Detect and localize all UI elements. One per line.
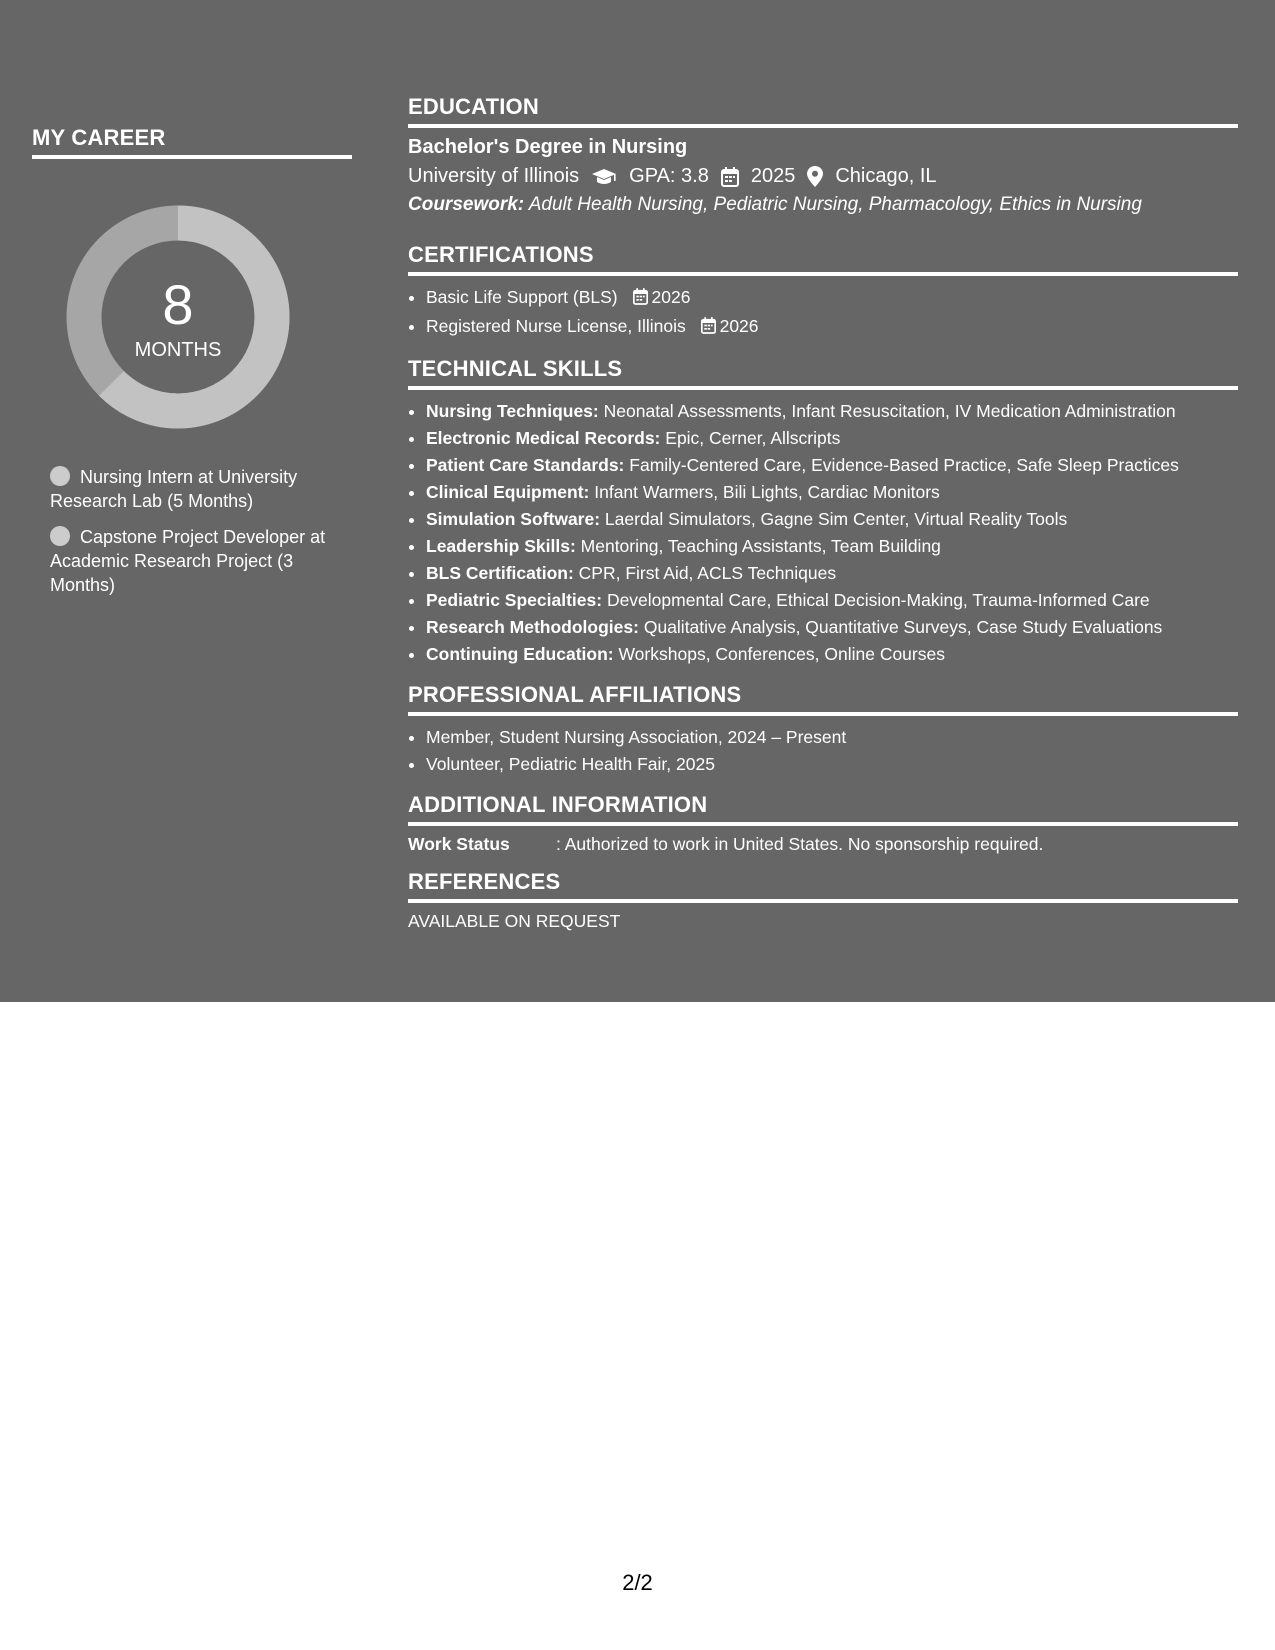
skill-value: Workshops, Conferences, Online Courses bbox=[618, 644, 945, 664]
legend-dot-icon bbox=[50, 526, 70, 546]
career-donut-chart bbox=[66, 205, 290, 429]
coursework-label: Coursework: bbox=[408, 194, 525, 215]
page-number: 2/2 bbox=[622, 1570, 653, 1595]
certification-year: 2026 bbox=[651, 287, 691, 307]
university-name: University of Illinois bbox=[408, 165, 580, 187]
legend-dot-icon bbox=[50, 466, 70, 486]
career-title: MY CAREER bbox=[32, 125, 352, 159]
education-section bbox=[408, 94, 1238, 216]
skill-item bbox=[426, 452, 1238, 479]
references-title: REFERENCES bbox=[408, 869, 1238, 903]
education-meta bbox=[408, 165, 1238, 188]
skill-label: Nursing Techniques: bbox=[426, 401, 599, 421]
skill-label: BLS Certification: bbox=[426, 563, 574, 583]
career-item bbox=[50, 525, 340, 597]
skill-label: Electronic Medical Records: bbox=[426, 428, 661, 448]
certification-item bbox=[426, 284, 1238, 313]
work-status-value: : Authorized to work in United States. No sponsorship required. bbox=[556, 834, 1044, 854]
additional-info-title: ADDITIONAL INFORMATION bbox=[408, 792, 1238, 826]
certifications-list bbox=[408, 284, 1238, 342]
location: Chicago, IL bbox=[835, 165, 937, 187]
skills-section bbox=[408, 356, 1238, 668]
skill-label: Pediatric Specialties: bbox=[426, 590, 603, 610]
skill-item bbox=[426, 425, 1238, 452]
references-section bbox=[408, 869, 1238, 932]
skill-item bbox=[426, 560, 1238, 587]
skill-label: Leadership Skills: bbox=[426, 536, 576, 556]
career-item-text: Nursing Intern at University Research Lab (5 Months) bbox=[50, 467, 298, 511]
skill-label: Continuing Education: bbox=[426, 644, 614, 664]
skill-value: Qualitative Analysis, Quantitative Surveys, Case Study Evaluations bbox=[643, 617, 1163, 637]
skill-value: Mentoring, Teaching Assistants, Team Building bbox=[580, 536, 941, 556]
skill-item bbox=[426, 614, 1238, 641]
main-content bbox=[408, 94, 1238, 946]
skill-item bbox=[426, 479, 1238, 506]
education-title: EDUCATION bbox=[408, 94, 1238, 128]
skill-item bbox=[426, 587, 1238, 614]
skills-title: TECHNICAL SKILLS bbox=[408, 356, 1238, 390]
certification-name: Registered Nurse License, Illinois bbox=[426, 316, 686, 336]
skill-value: Epic, Cerner, Allscripts bbox=[665, 428, 841, 448]
additional-info-section bbox=[408, 792, 1238, 855]
skill-value: Neonatal Assessments, Infant Resuscitation, IV Medication Administration bbox=[603, 401, 1176, 421]
skill-value: Laerdal Simulators, Gagne Sim Center, Virtual Reality Tools bbox=[604, 509, 1068, 529]
affiliation-item: • Member, Student Nursing Association, 2024 – Present bbox=[426, 724, 1238, 751]
skill-label: Simulation Software: bbox=[426, 509, 601, 529]
career-item bbox=[50, 465, 340, 513]
gpa: GPA: 3.8 bbox=[629, 165, 709, 187]
certification-item bbox=[426, 313, 1238, 342]
skill-value: Family-Centered Care, Evidence-Based Practice, Safe Sleep Practices bbox=[629, 455, 1179, 475]
graduation-year: 2025 bbox=[750, 165, 796, 187]
calendar-icon bbox=[633, 286, 648, 313]
certifications-title: CERTIFICATIONS bbox=[408, 242, 1238, 276]
certifications-section bbox=[408, 242, 1238, 342]
affiliations-list bbox=[408, 724, 1238, 778]
affiliations-title: PROFESSIONAL AFFILIATIONS bbox=[408, 682, 1238, 716]
affiliations-section bbox=[408, 682, 1238, 778]
skill-value: CPR, First Aid, ACLS Techniques bbox=[578, 563, 837, 583]
calendar-icon bbox=[701, 315, 716, 342]
career-list bbox=[50, 465, 340, 609]
certification-year: 2026 bbox=[719, 316, 759, 336]
skill-item bbox=[426, 398, 1238, 425]
donut-total-label: MONTHS bbox=[134, 339, 222, 361]
skills-list bbox=[408, 398, 1238, 668]
work-status-label: Work Status bbox=[408, 834, 510, 854]
skill-item bbox=[426, 533, 1238, 560]
skill-label: Clinical Equipment: bbox=[426, 482, 590, 502]
work-status-row bbox=[408, 834, 1238, 855]
career-item-text: Capstone Project Developer at Academic Research Project (3 Months) bbox=[50, 527, 326, 595]
skill-label: Patient Care Standards: bbox=[426, 455, 625, 475]
graduation-cap-icon bbox=[591, 168, 617, 186]
skill-value: Infant Warmers, Bili Lights, Cardiac Monitors bbox=[594, 482, 940, 502]
degree-name: Bachelor's Degree in Nursing bbox=[408, 136, 688, 158]
certification-name: Basic Life Support (BLS) bbox=[426, 287, 618, 307]
affiliation-item: • Volunteer, Pediatric Health Fair, 2025 bbox=[426, 751, 1238, 778]
calendar-icon bbox=[721, 167, 739, 187]
career-sidebar bbox=[32, 125, 352, 595]
skill-value: Developmental Care, Ethical Decision-Making, Trauma-Informed Care bbox=[606, 590, 1150, 610]
references-text: AVAILABLE ON REQUEST bbox=[408, 911, 621, 931]
skill-label: Research Methodologies: bbox=[426, 617, 639, 637]
skill-item bbox=[426, 641, 1238, 668]
skill-item bbox=[426, 506, 1238, 533]
coursework-list: Adult Health Nursing, Pediatric Nursing, Pharmacology, Ethics in Nursing bbox=[528, 194, 1142, 215]
map-pin-icon bbox=[807, 166, 823, 187]
donut-total-number: 8 bbox=[162, 273, 194, 336]
coursework bbox=[408, 194, 1238, 216]
